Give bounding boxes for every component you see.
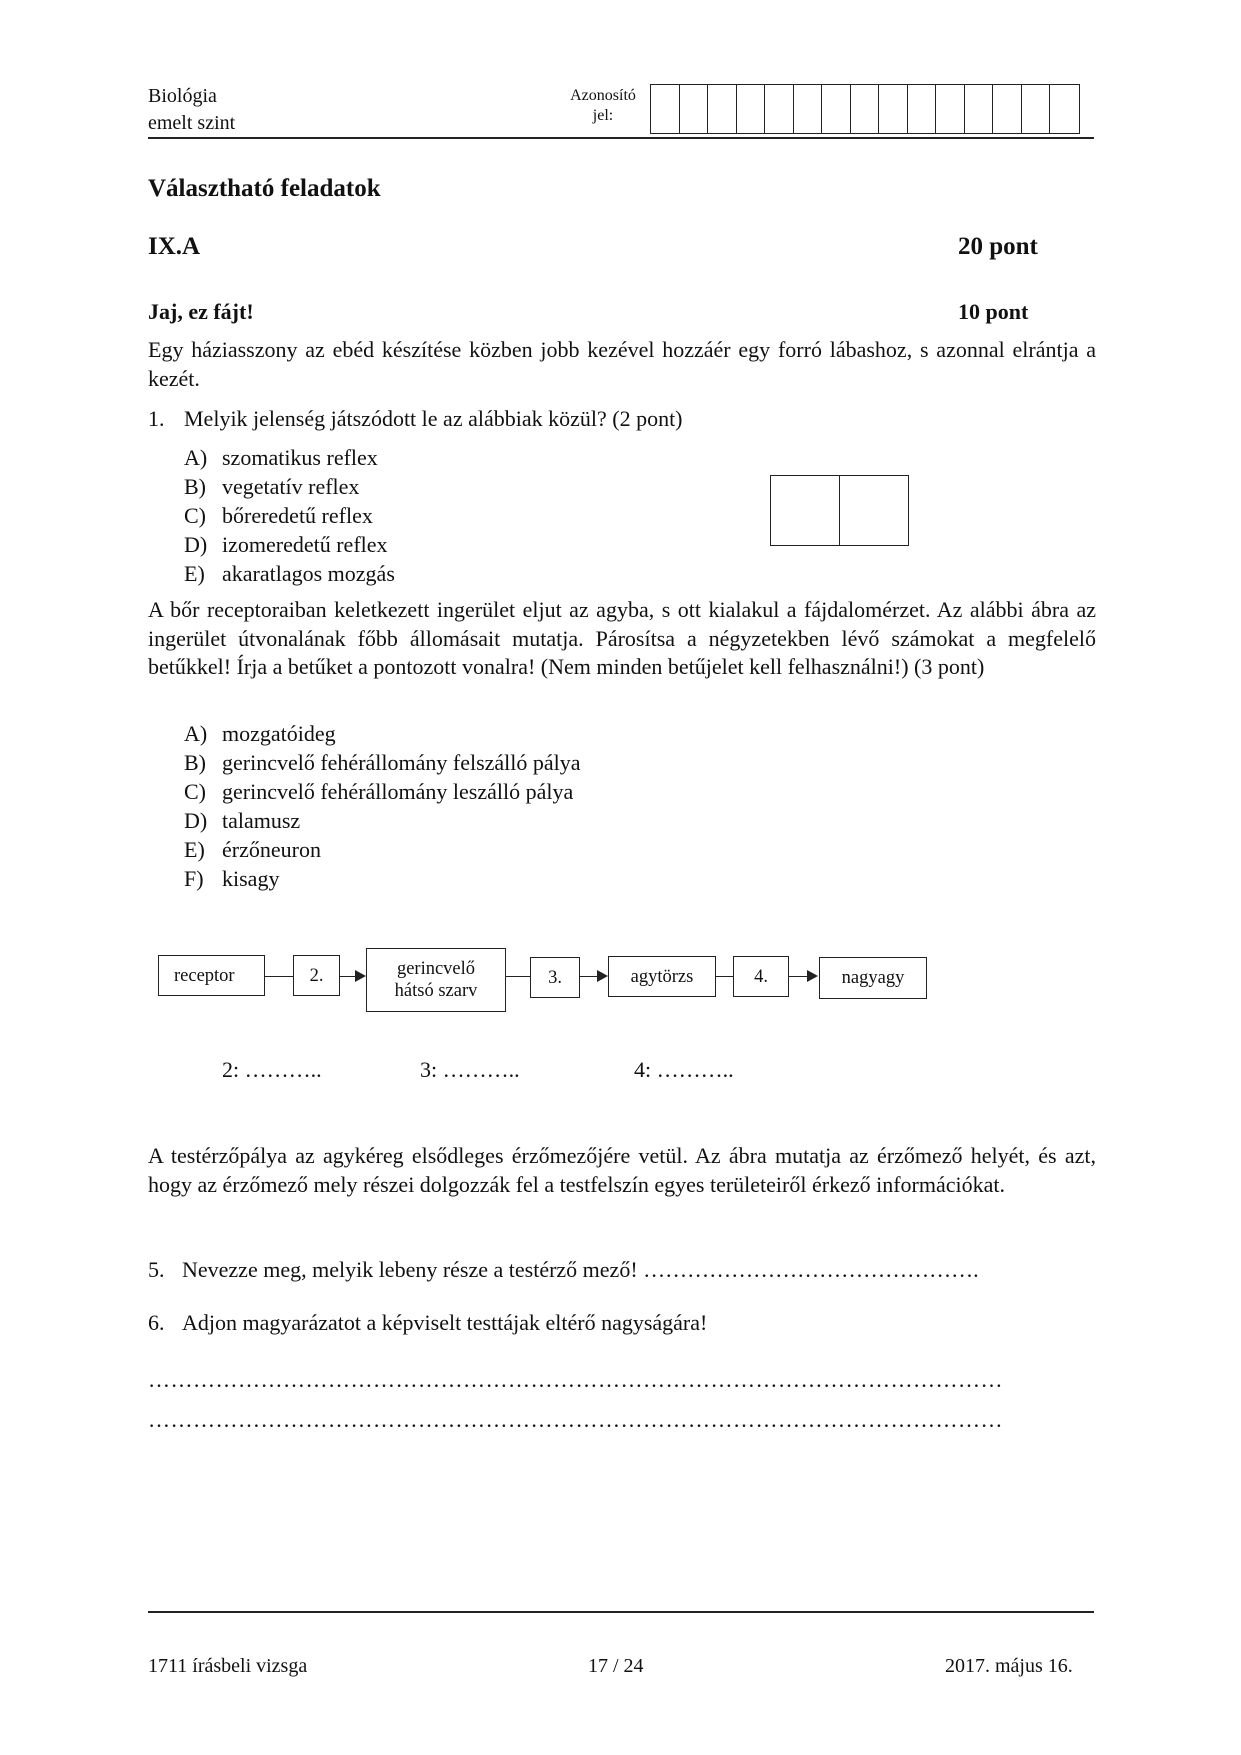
flow-box-receptor: receptor <box>158 955 265 996</box>
option-letter: B) <box>184 750 206 775</box>
task-points: 20 pont <box>958 233 1038 260</box>
footer-rule <box>148 1611 1094 1613</box>
footer-exam: 1711 írásbeli vizsga <box>148 1655 308 1677</box>
option-letter: F) <box>184 866 204 891</box>
id-code-grid[interactable] <box>650 84 1080 134</box>
option-letter: E) <box>184 837 205 862</box>
id-cell[interactable] <box>851 85 880 133</box>
id-cell[interactable] <box>822 85 851 133</box>
id-cell[interactable] <box>965 85 994 133</box>
id-cell[interactable] <box>879 85 908 133</box>
arrow-right-icon <box>807 970 818 982</box>
option-text: akaratlagos mozgás <box>222 561 395 586</box>
flow-box-3: 3. <box>530 957 580 998</box>
sensory-paragraph: A testérzőpálya az agykéreg elsődleges érzőmezőjére vetül. Az ábra mutatja az érzőmező helyét, és azt, hogy az érzőmező mely részei dolgozzák fel a testfelszín egyes területeiről érkező információkat. <box>148 1143 1096 1197</box>
subtask-title: Jaj, ez fájt! <box>148 299 254 324</box>
q5-number: 5. <box>148 1257 165 1282</box>
option-text: szomatikus reflex <box>222 445 378 470</box>
q1-answer-box-1[interactable] <box>770 475 840 546</box>
id-cell[interactable] <box>708 85 737 133</box>
level-label: emelt szint <box>148 112 236 134</box>
option-text: kisagy <box>222 866 280 891</box>
option-letter: E) <box>184 561 205 586</box>
q6-answer-line-2[interactable]: …………………………………………………………………………………………………… <box>148 1407 1003 1432</box>
option-text: érzőneuron <box>222 837 321 862</box>
id-cell[interactable] <box>651 85 680 133</box>
q1-options <box>184 443 395 588</box>
option-text: izomeredetű reflex <box>222 532 388 557</box>
option-letter: C) <box>184 779 206 804</box>
answer-2[interactable]: 2: ……….. <box>222 1057 322 1082</box>
option-letter: C) <box>184 503 206 528</box>
flow-box-spinal-cord <box>366 948 506 1012</box>
footer-date: 2017. május 16. <box>945 1655 1073 1677</box>
option-text: gerincvelő fehérállomány felszálló pálya <box>222 750 581 775</box>
connector-line <box>340 976 355 977</box>
connector-line <box>789 976 807 977</box>
answer-3[interactable]: 3: ……….. <box>420 1057 520 1082</box>
q1-text: Melyik jelenség játszódott le az alábbiak közül? (2 pont) <box>184 406 683 431</box>
q1-option-d <box>184 530 395 559</box>
q6-answer-line-1[interactable]: …………………………………………………………………………………………………… <box>148 1367 1003 1392</box>
id-cell[interactable] <box>908 85 937 133</box>
id-cell[interactable] <box>993 85 1022 133</box>
option-letter: A) <box>184 445 208 470</box>
id-cell[interactable] <box>794 85 823 133</box>
subtask-points: 10 pont <box>958 299 1029 324</box>
arrow-right-icon <box>597 970 608 982</box>
flow-box-2: 2. <box>293 955 340 996</box>
q5-text[interactable]: Nevezze meg, melyik lebeny része a testérző mező! ………………………………………. <box>182 1257 979 1282</box>
option-text: bőreredetű reflex <box>222 503 373 528</box>
pathway-option-c <box>184 777 581 806</box>
pathway-option-b <box>184 748 581 777</box>
id-cell[interactable] <box>737 85 766 133</box>
section-title: Választható feladatok <box>148 175 381 202</box>
answer-4[interactable]: 4: ……….. <box>634 1057 734 1082</box>
option-text: mozgatóideg <box>222 721 336 746</box>
intro-paragraph: Egy háziasszony az ebéd készítése közben jobb kezével hozzáér egy forró lábashoz, s azonnal elrántja a kezét. <box>148 337 1096 391</box>
id-cell[interactable] <box>1022 85 1051 133</box>
pathway-option-d <box>184 806 581 835</box>
q6-number: 6. <box>148 1310 165 1335</box>
q1-option-a <box>184 443 395 472</box>
pathway-option-e <box>184 835 581 864</box>
id-cell[interactable] <box>1050 85 1079 133</box>
id-cell[interactable] <box>765 85 794 133</box>
id-label-line1: Azonosító <box>570 87 636 104</box>
footer-page: 17 / 24 <box>588 1655 644 1677</box>
connector-line <box>506 976 530 977</box>
option-letter: A) <box>184 721 208 746</box>
id-label-line2: jel: <box>592 107 614 124</box>
arrow-right-icon <box>355 970 366 982</box>
connector-line <box>716 976 733 977</box>
connector-line <box>580 976 597 977</box>
pathway-option-f <box>184 864 581 893</box>
spinal-line1: gerincvelő <box>396 959 476 979</box>
id-label <box>560 86 646 126</box>
spinal-line2: hátsó szarv <box>394 981 478 1001</box>
subject-label: Biológia <box>148 85 217 107</box>
id-cell[interactable] <box>680 85 709 133</box>
pathway-paragraph: A bőr receptoraiban keletkezett ingerület eljut az agyba, s ott kialakul a fájdalomérzet. Az alábbi ábra az ingerület útvonalának főbb állomásait mutatja. Párosítsa a négyzetekben lévő számokat a megfelelő betűkkel! Írja a betűket a pontozott vonalra! (Nem minden betűjelet kell felhasználni!) (3 pont) <box>148 597 1096 679</box>
option-text: vegetatív reflex <box>222 474 360 499</box>
pathway-option-a <box>184 719 581 748</box>
q1-option-c <box>184 501 395 530</box>
flow-box-4: 4. <box>733 956 789 997</box>
task-code: IX.A <box>148 233 201 260</box>
connector-line <box>265 976 293 977</box>
option-letter: D) <box>184 808 208 833</box>
option-text: gerincvelő fehérállomány leszálló pálya <box>222 779 574 804</box>
id-cell[interactable] <box>936 85 965 133</box>
option-text: talamusz <box>222 808 301 833</box>
flow-box-cerebrum: nagyagy <box>819 957 927 999</box>
q1-option-b <box>184 472 395 501</box>
option-letter: D) <box>184 532 208 557</box>
pathway-options <box>184 719 581 893</box>
q6-text: Adjon magyarázatot a képviselt testtájak eltérő nagyságára! <box>182 1310 708 1335</box>
q1-number: 1. <box>148 406 165 431</box>
option-letter: B) <box>184 474 206 499</box>
header-rule <box>148 137 1094 139</box>
flow-box-brainstem: agytörzs <box>608 956 716 997</box>
q1-option-e <box>184 559 395 588</box>
q1-answer-box-2[interactable] <box>839 475 909 546</box>
